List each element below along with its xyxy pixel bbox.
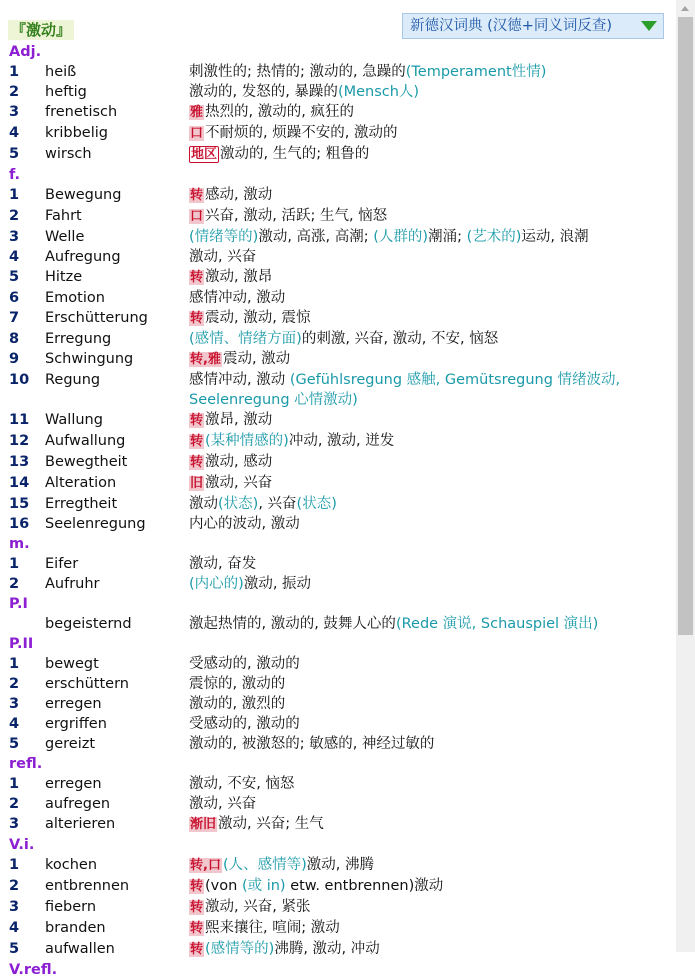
definition-text: 激动, 奋发	[189, 556, 257, 572]
definition	[189, 185, 629, 206]
definition-text: 不耐烦的, 烦躁不安的, 激动的	[205, 125, 398, 141]
entry-number: 1	[9, 656, 20, 672]
definition-text: 激起热情的, 激动的, 鼓舞人心的	[189, 616, 396, 632]
definition	[189, 82, 629, 102]
entry-row	[0, 82, 676, 102]
german-word[interactable]: aufwallen	[45, 941, 115, 957]
definition	[189, 452, 629, 473]
definition-text: 激动, 兴奋	[205, 475, 273, 491]
entry-row	[0, 452, 676, 473]
usage-tag: 口	[190, 209, 204, 224]
scroll-up-arrow-icon[interactable]	[676, 0, 695, 17]
german-word[interactable]: Schwingung	[45, 351, 134, 367]
entry-number: 3	[9, 104, 20, 120]
usage-note: (Temperament性情)	[405, 64, 547, 80]
definition-text: etw. entbrennen)激动	[285, 878, 444, 894]
definition-text: 内心的波动, 激动	[189, 516, 300, 532]
definition	[189, 855, 629, 876]
definition-text: 刺激性的; 热情的; 激动的, 急躁的	[189, 64, 406, 80]
definition	[189, 410, 629, 431]
entry-number: 6	[9, 290, 20, 306]
entry-number: 1	[9, 187, 20, 203]
entry-row	[0, 473, 676, 494]
entry-row	[0, 554, 676, 574]
entry-row	[0, 308, 676, 329]
entry-number: 3	[9, 696, 20, 712]
definition	[189, 288, 629, 308]
usage-tag: 旧	[190, 476, 204, 491]
entry-number: 8	[9, 331, 20, 347]
usage-note: (某种情感的)	[205, 433, 289, 449]
entry-row	[0, 329, 676, 349]
german-word[interactable]: erregen	[45, 696, 102, 712]
usage-tag: 转	[190, 311, 204, 326]
entry-row	[0, 349, 676, 370]
usage-note: (或 in)	[241, 878, 286, 894]
vertical-scrollbar[interactable]	[676, 0, 695, 952]
definition	[189, 774, 629, 794]
entry-row	[0, 814, 676, 835]
german-word[interactable]: Aufwallung	[45, 433, 126, 449]
definition	[189, 654, 629, 674]
definition	[189, 349, 629, 370]
definition-text: 震动, 激动, 震惊	[205, 310, 311, 326]
german-word[interactable]: entbrennen	[45, 878, 130, 894]
definition-text: 激动, 感动	[205, 454, 273, 470]
usage-tag: 渐旧	[190, 817, 217, 832]
entry-number: 2	[9, 84, 20, 100]
definition	[189, 674, 629, 694]
entry-number: 3	[9, 816, 20, 832]
definition-text: 运动, 浪潮	[521, 229, 589, 245]
entry-row	[0, 267, 676, 288]
definition-text: 受感动的, 激动的	[189, 716, 300, 732]
entry-row	[0, 410, 676, 431]
entry-row	[0, 939, 676, 960]
definition	[189, 227, 629, 247]
definition	[189, 574, 629, 594]
german-word[interactable]: wirsch	[45, 146, 92, 162]
german-word[interactable]: Regung	[45, 372, 101, 388]
definition-text: 激动, 兴奋	[189, 796, 257, 812]
german-word[interactable]: alterieren	[45, 816, 116, 832]
german-word[interactable]: gereizt	[45, 736, 96, 752]
dictionary-select[interactable]	[402, 13, 664, 39]
usage-note: (状态)	[296, 496, 337, 512]
usage-tag: 口	[190, 126, 204, 141]
german-word[interactable]: Seelenregung	[45, 516, 146, 532]
entry-row	[0, 614, 676, 634]
entry-row	[0, 102, 676, 123]
german-word[interactable]: Bewegung	[45, 187, 122, 203]
german-word[interactable]: Hitze	[45, 269, 83, 285]
pos-label: P.II	[9, 636, 34, 652]
headword: 『激动』	[8, 20, 74, 40]
entry-number: 11	[9, 412, 30, 428]
definition	[189, 267, 629, 288]
pos-label: V.i.	[9, 837, 35, 853]
definition	[189, 431, 629, 452]
entry-number: 5	[9, 736, 20, 752]
definition-text: 热烈的, 激动的, 疯狂的	[205, 104, 354, 120]
definition-text: 感情冲动, 激动	[189, 290, 286, 306]
german-word[interactable]: Erregung	[45, 331, 112, 347]
usage-tag: 转	[190, 900, 204, 915]
definition	[189, 714, 629, 734]
entry-row	[0, 714, 676, 734]
entry-number: 2	[9, 576, 20, 592]
german-word[interactable]: Wallung	[45, 412, 103, 428]
definition-text: 激动, 兴奋	[189, 249, 257, 265]
usage-note: (Gefühlsregung 感触, Gemütsregung 情绪波动, Seelenregung 心情激动)	[189, 372, 621, 408]
definition	[189, 554, 629, 574]
definition	[189, 918, 629, 939]
entry-number: 4	[9, 716, 20, 732]
usage-note: (艺术的)	[466, 229, 522, 245]
definition	[189, 62, 629, 82]
entry-number: 14	[9, 475, 30, 491]
german-word[interactable]: Bewegtheit	[45, 454, 128, 470]
usage-tag: 地区	[191, 147, 218, 162]
pos-label: P.I	[9, 596, 28, 612]
german-word[interactable]: Aufregung	[45, 249, 121, 265]
definition-text: 激昂, 激动	[205, 412, 273, 428]
entry-row	[0, 247, 676, 267]
definition-text: 冲动, 激动, 迸发	[288, 433, 395, 449]
entry-row	[0, 897, 676, 918]
definition	[189, 308, 629, 329]
definition-text: 熙来攘往, 喧闹; 激动	[205, 920, 340, 936]
entry-number: 3	[9, 229, 20, 245]
entry-row	[0, 918, 676, 939]
pos-label: refl.	[9, 756, 43, 772]
entry-row	[0, 734, 676, 754]
german-word[interactable]: Erschütterung	[45, 310, 148, 326]
entry-number: 2	[9, 676, 20, 692]
definition	[189, 144, 629, 165]
entry-row	[0, 876, 676, 897]
german-word[interactable]: kribbelig	[45, 125, 108, 141]
entry-number: 4	[9, 920, 20, 936]
entry-row	[0, 370, 676, 410]
dictionary-select-label: 新德汉词典 (汉德+同义词反查)	[410, 18, 613, 34]
definition	[189, 206, 629, 227]
definition	[189, 897, 629, 918]
usage-tag: 转	[190, 879, 204, 894]
definition-text: 激动, 沸腾	[306, 857, 374, 873]
german-word[interactable]: Fahrt	[45, 208, 82, 224]
entry-row	[0, 144, 676, 165]
definition-text: 沸腾, 激动, 冲动	[274, 941, 380, 957]
usage-tag: 转	[190, 188, 204, 203]
usage-tag: 雅	[190, 105, 204, 120]
definition-text: 激动	[189, 496, 218, 512]
definition	[189, 123, 629, 144]
german-word[interactable]: fiebern	[45, 899, 97, 915]
usage-tag: 转	[190, 434, 204, 449]
entry-row	[0, 514, 676, 534]
usage-tag: 转,口	[190, 858, 221, 873]
usage-note: (人群的)	[373, 229, 429, 245]
entry-number: 5	[9, 146, 20, 162]
entry-number: 1	[9, 857, 20, 873]
german-word[interactable]: branden	[45, 920, 106, 936]
entry-row	[0, 288, 676, 308]
usage-note: (情绪等的)	[189, 229, 259, 245]
pos-label: V.refl.	[9, 962, 58, 978]
dictionary-result	[0, 8, 676, 980]
entry-number: 1	[9, 776, 20, 792]
dropdown-arrow-icon[interactable]	[641, 21, 657, 31]
entry-row	[0, 494, 676, 514]
definition-text: 激动的, 生气的; 粗鲁的	[220, 146, 370, 162]
german-word[interactable]: Alteration	[45, 475, 117, 491]
entry-row	[0, 774, 676, 794]
definition	[189, 694, 629, 714]
definition	[189, 514, 629, 534]
entry-number: 15	[9, 496, 30, 512]
definition-text: 激动, 兴奋, 紧张	[205, 899, 311, 915]
definition-text: 震动, 激动	[222, 351, 291, 367]
definition	[189, 794, 629, 814]
german-word[interactable]: begeisternd	[45, 616, 132, 632]
entry-row	[0, 694, 676, 714]
definition	[189, 494, 629, 514]
usage-note: (状态)	[218, 496, 259, 512]
definition-text: , 兴奋	[258, 496, 297, 512]
definition	[189, 614, 629, 634]
entry-number: 2	[9, 208, 20, 224]
usage-tag: 转	[190, 455, 204, 470]
entry-row	[0, 431, 676, 452]
usage-note: (感情等的)	[205, 941, 275, 957]
entry-number: 3	[9, 899, 20, 915]
usage-note: (内心的)	[189, 576, 244, 592]
entry-number: 9	[9, 351, 20, 367]
pos-label: m.	[9, 536, 30, 552]
entry-row	[0, 123, 676, 144]
entry-number: 13	[9, 454, 30, 470]
german-word[interactable]: erschüttern	[45, 676, 129, 692]
scroll-thumb[interactable]	[678, 17, 693, 635]
definition	[189, 247, 629, 267]
entry-row	[0, 794, 676, 814]
definition-text: 激动, 高涨, 高潮;	[258, 229, 374, 245]
entry-number: 10	[9, 372, 30, 388]
entry-number: 2	[9, 796, 20, 812]
usage-tag: 转	[190, 270, 204, 285]
definition	[189, 102, 629, 123]
definition-text: 潮涌;	[428, 229, 467, 245]
definition-text: 激动的, 被激怒的; 敏感的, 神经过敏的	[189, 736, 435, 752]
entry-row	[0, 185, 676, 206]
definition-text: (von	[205, 878, 242, 894]
entry-number: 5	[9, 941, 20, 957]
german-word[interactable]: heftig	[45, 84, 87, 100]
entry-number: 4	[9, 249, 20, 265]
definition-text: 激动的, 发怒的, 暴躁的	[189, 84, 338, 100]
usage-tag: 转	[190, 413, 204, 428]
definition	[189, 814, 629, 835]
entry-number: 1	[9, 64, 20, 80]
definition	[189, 939, 629, 960]
german-word[interactable]: ergriffen	[45, 716, 107, 732]
usage-note: (人、感情等)	[222, 857, 307, 873]
german-word[interactable]: heiß	[45, 64, 77, 80]
entries-list	[0, 42, 676, 980]
definition-text: 感动, 激动	[205, 187, 273, 203]
german-word[interactable]: Aufruhr	[45, 576, 100, 592]
definition-text: 激动, 兴奋; 生气	[218, 816, 324, 832]
definition-text: 感情冲动, 激动	[189, 372, 290, 388]
entry-number: 7	[9, 310, 20, 326]
german-word[interactable]: Emotion	[45, 290, 105, 306]
entry-row	[0, 227, 676, 247]
usage-note: (Mensch人)	[337, 84, 420, 100]
entry-number: 4	[9, 125, 20, 141]
definition	[189, 370, 629, 410]
definition-text: 兴奋, 激动, 活跃; 生气, 恼怒	[205, 208, 388, 224]
result-header	[0, 8, 676, 42]
entry-row	[0, 654, 676, 674]
usage-note: (感情、情绪方面)	[189, 331, 302, 347]
definition-text: 受感动的, 激动的	[189, 656, 300, 672]
entry-row	[0, 855, 676, 876]
german-word[interactable]: Eifer	[45, 556, 79, 572]
usage-note: (Rede 演说, Schauspiel 演出)	[395, 616, 599, 632]
german-word[interactable]: Erregtheit	[45, 496, 118, 512]
definition-text: 的刺激, 兴奋, 激动, 不安, 恼怒	[301, 331, 499, 347]
definition	[189, 329, 629, 349]
usage-tag: 转,雅	[190, 352, 221, 367]
pos-label: f.	[9, 167, 21, 183]
usage-tag: 转	[190, 921, 204, 936]
definition-text: 激动, 振动	[243, 576, 312, 592]
usage-tag: 转	[190, 942, 204, 957]
entry-number: 12	[9, 433, 30, 449]
german-word[interactable]: frenetisch	[45, 104, 118, 120]
entry-number: 2	[9, 878, 20, 894]
entry-number: 16	[9, 516, 30, 532]
entry-row	[0, 62, 676, 82]
entry-row	[0, 206, 676, 227]
pos-label: Adj.	[9, 44, 42, 60]
definition-text: 激动的, 激烈的	[189, 696, 286, 712]
definition-text: 激动, 不安, 恼怒	[189, 776, 295, 792]
entry-number: 1	[9, 556, 20, 572]
entry-row	[0, 674, 676, 694]
german-word[interactable]: Welle	[45, 229, 85, 245]
definition	[189, 876, 629, 897]
definition	[189, 473, 629, 494]
german-word[interactable]: bewegt	[45, 656, 99, 672]
definition	[189, 734, 629, 754]
german-word[interactable]: erregen	[45, 776, 102, 792]
german-word[interactable]: kochen	[45, 857, 98, 873]
german-word[interactable]: aufregen	[45, 796, 111, 812]
definition-text: 激动, 激昂	[205, 269, 273, 285]
entry-number: 5	[9, 269, 20, 285]
definition-text: 震惊的, 激动的	[189, 676, 286, 692]
entry-row	[0, 574, 676, 594]
